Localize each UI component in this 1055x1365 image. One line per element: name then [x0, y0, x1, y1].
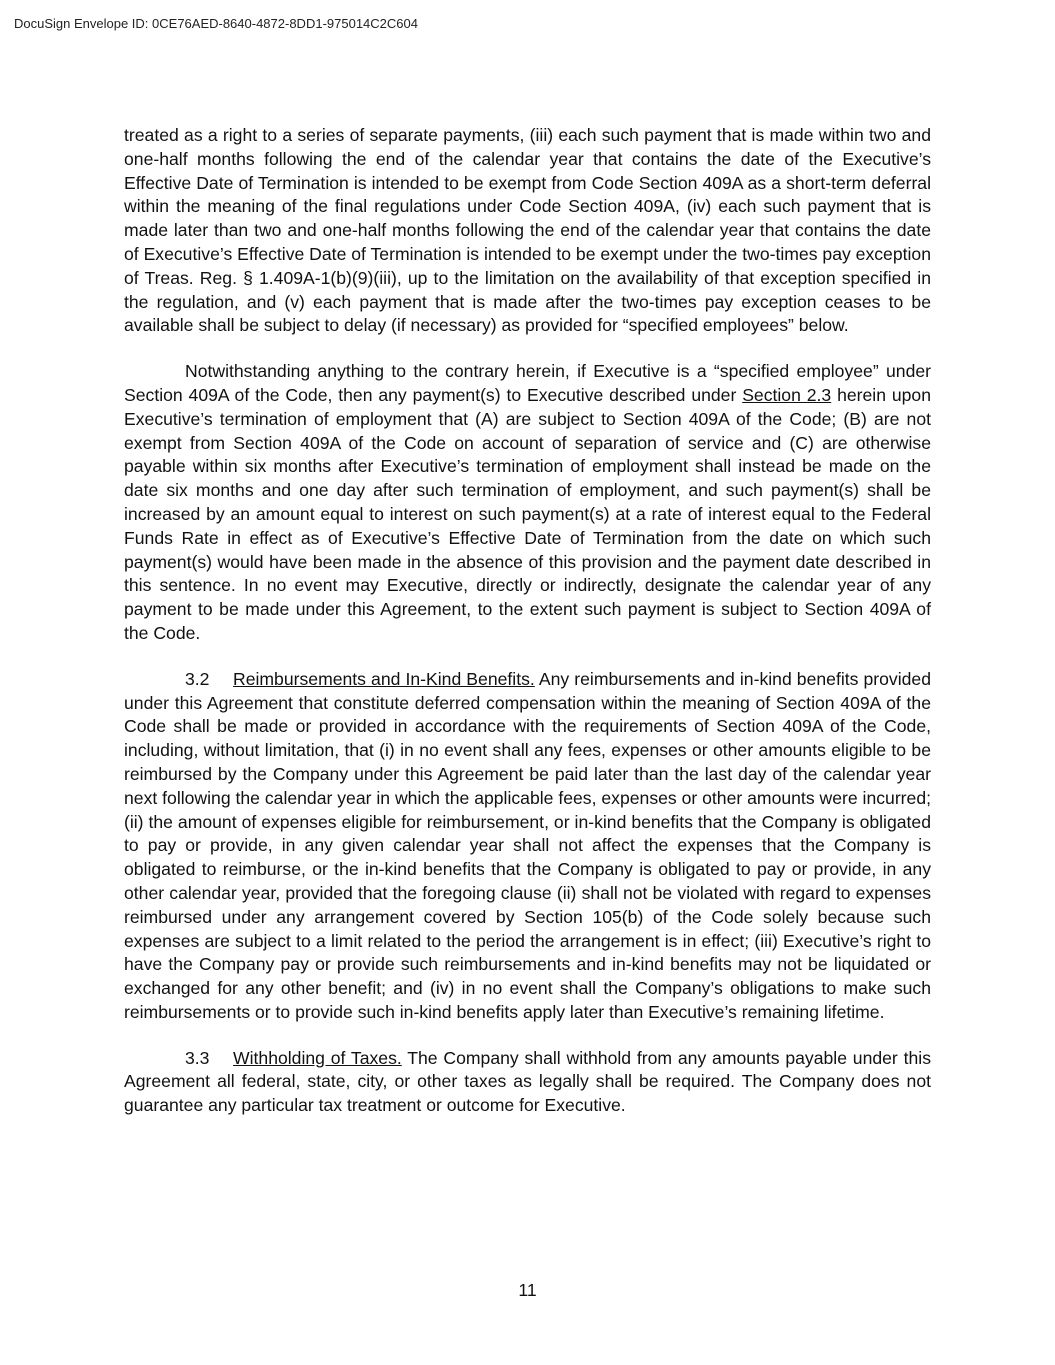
page-number: 11: [518, 1280, 537, 1300]
section-2-3-reference: Section 2.3: [742, 384, 832, 405]
paragraph-payment-series: treated as a right to a series of separate payments, (iii) each such payment that is made within two and one-half months following the end of the calendar year that contains the date of the Executive’s Effective Date of Termination is intended to be exempt from Code Section 409A as a short-term deferral within the meaning of the final regulations under Code Section 409A, (iv) each such payment that is made later than two and one-half months following the end of the calendar year that contains the date of Executive’s Effective Date of Termination is intended to be exempt under the two-times pay exception of Treas. Reg. § 1.409A-1(b)(9)(iii), up to the limitation on the availability of that exception specified in the regulation, and (v) each payment that is made after the two-times pay exception ceases to be available shall be subject to delay (if necessary) as provided for “specified employees” below.: [124, 125, 931, 336]
section-3-3: [124, 1047, 931, 1118]
section-3-2: [124, 668, 931, 1025]
section-number: 3.2: [185, 668, 210, 689]
section-body: Any reimbursements and in-kind benefits provided under this Agreement that constitute deferred compensation within the meaning of Section 409A of the Code shall be made or provided in accordance with the requirements of Section 409A of the Code, including, without limitation, that (i) in no event shall any fees, expenses or other amounts eligible to be reimbursed by the Company under this Agreement be paid later than the last day of the calendar year next following the calendar year in which the applicable fees, expenses or other amounts were incurred; (ii) the amount of expenses eligible for reimbursement, or in-kind benefits that the Company is obligated to pay or provide, in any given calendar year shall not affect the expenses that the Company is obligated to reimburse, or the in-kind benefits that the Company is obligated to pay or provide, in any other calendar year, provided that the foregoing clause (ii) shall not be violated with regard to expenses reimbursed under any arrangement covered by Section 105(b) of the Code solely because such expenses are subject to a limit related to the period the arrangement is in effect; (iii) Executive’s right to have the Company pay or provide such reimbursements and in-kind benefits may not be liquidated or exchanged for any other benefit; and (iv) in no event shall the Company’s obligations to make such reimbursements or to provide such in-kind benefits apply later than Executive’s remaining lifetime.: [124, 668, 931, 1022]
docusign-envelope-id: DocuSign Envelope ID: 0CE76AED-8640-4872-8DD1-975014C2C604: [14, 16, 418, 31]
section-heading: Withholding of Taxes.: [233, 1047, 402, 1068]
paragraph-text: herein upon Executive’s termination of employment that (A) are subject to Section 409A of the Code; (B) are not exempt from Section 409A of the Code on account of separation of service and (C) are otherwise payable within six months after Executive’s termination of employment shall instead be made on the date six months and one day after such termination of employment, and such payment(s) shall be increased by an amount equal to interest on such payment(s) at a rate of interest equal to the Federal Funds Rate in effect as of Executive’s Effective Date of Termination from the date on which such payment(s) would have been made in the absence of this provision and the payment date described in this sentence. In no event may Executive, directly or indirectly, designate the calendar year of any payment to be made under this Agreement, to the extent such payment is subject to Section 409A of the Code.: [124, 384, 931, 643]
section-number: 3.3: [185, 1047, 210, 1068]
section-body: The Company shall withhold from any amounts payable under this Agreement all federal, state, city, or other taxes as legally shall be required. The Company does not guarantee any particular tax treatment or outcome for Executive.: [124, 1047, 931, 1116]
section-heading: Reimbursements and In-Kind Benefits.: [233, 668, 535, 689]
paragraph-specified-employee: [124, 360, 931, 646]
document-body: [124, 124, 931, 1140]
paragraph-text: Notwithstanding anything to the contrary herein, if Executive is a “specified employee” under Section 409A of the Code, then any payment(s) to Executive described under: [124, 361, 931, 405]
